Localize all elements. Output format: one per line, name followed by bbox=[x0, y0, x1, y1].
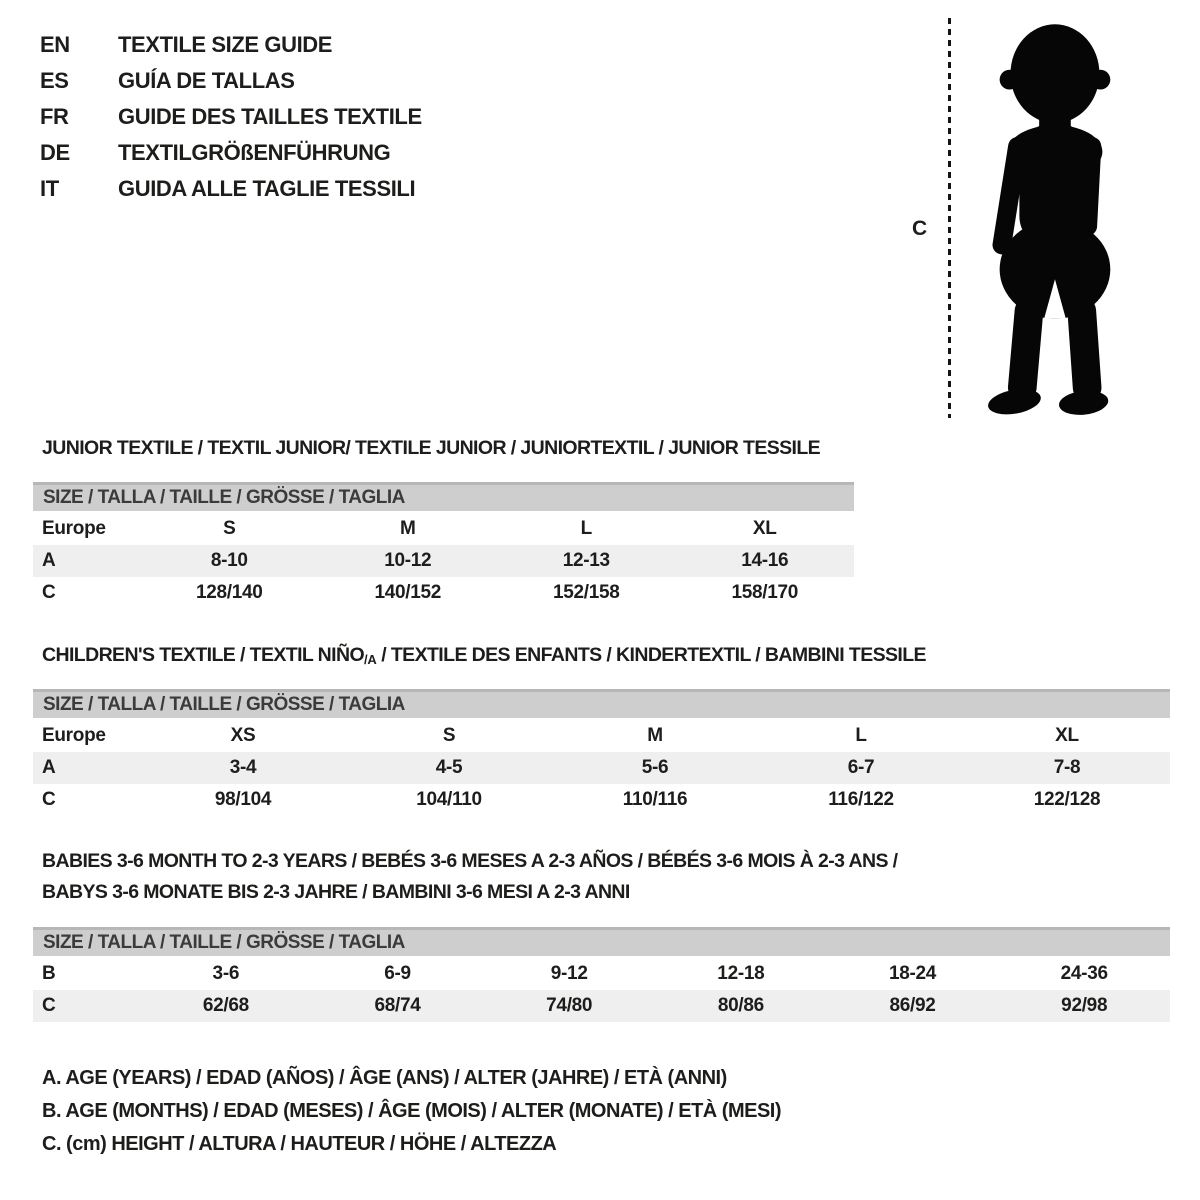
babies-size-table bbox=[33, 927, 1170, 1022]
table-row-height bbox=[33, 784, 1170, 816]
baby-leg-left bbox=[1007, 296, 1045, 403]
size-header-bar: SIZE / TALLA / TAILLE / GRÖSSE / TAGLIA bbox=[33, 482, 854, 511]
children-title-suffix: / TEXTILE DES ENFANTS / KINDERTEXTIL / BAMBINI TESSILE bbox=[376, 644, 926, 666]
table-cell: M bbox=[647, 725, 663, 746]
table-cell: L bbox=[580, 518, 592, 539]
table-cell: 68/74 bbox=[374, 995, 421, 1016]
table-row-age bbox=[33, 545, 854, 577]
row-label: Europe bbox=[42, 518, 106, 539]
table-cell: 24-36 bbox=[1060, 963, 1108, 984]
language-title-list bbox=[40, 27, 422, 207]
table-cell: 12-13 bbox=[562, 550, 610, 571]
row-label: C bbox=[42, 995, 56, 1016]
language-row-fr bbox=[40, 99, 422, 135]
table-cell: 18-24 bbox=[888, 963, 937, 984]
language-code: EN bbox=[40, 32, 70, 57]
language-title: GUIDE DES TAILLES TEXTILE bbox=[118, 104, 422, 129]
table-row-height bbox=[33, 577, 854, 609]
table-cell: 140/152 bbox=[374, 582, 442, 603]
table-cell: 10-12 bbox=[384, 550, 432, 571]
language-title: GUÍA DE TALLAS bbox=[118, 68, 295, 93]
language-title: TEXTILE SIZE GUIDE bbox=[118, 32, 333, 57]
table-cell: 6-9 bbox=[384, 963, 411, 984]
table-cell: 14-16 bbox=[741, 550, 789, 571]
table-row-height bbox=[33, 990, 1170, 1022]
row-label: A bbox=[42, 757, 56, 778]
table-cell: XL bbox=[1055, 725, 1079, 746]
table-cell: 6-7 bbox=[847, 757, 875, 778]
table-cell: 104/110 bbox=[416, 789, 482, 810]
table-cell: 3-6 bbox=[212, 963, 240, 984]
babies-section-title bbox=[42, 846, 897, 908]
table-cell: S bbox=[442, 725, 456, 746]
table-cell: 152/158 bbox=[552, 582, 620, 603]
table-cell: 128/140 bbox=[195, 582, 263, 603]
table-cell: 116/122 bbox=[828, 789, 894, 810]
table-cell: 3-4 bbox=[229, 757, 257, 778]
legend-footnotes bbox=[42, 1062, 781, 1161]
legend-line-b: B. AGE (MONTHS) / EDAD (MESES) / ÂGE (MOIS) / ALTER (MONATE) / ETÀ (MESI) bbox=[42, 1100, 782, 1122]
row-label: C bbox=[42, 789, 56, 810]
language-code: IT bbox=[40, 176, 59, 201]
language-code: DE bbox=[40, 140, 70, 165]
baby-foot-right bbox=[1058, 388, 1110, 417]
table-cell: 86/92 bbox=[889, 995, 936, 1016]
table-cell: XS bbox=[230, 725, 256, 746]
table-row-europe bbox=[33, 720, 1170, 752]
table-cell: 12-18 bbox=[717, 963, 765, 984]
language-title: GUIDA ALLE TAGLIE TESSILI bbox=[118, 176, 416, 201]
children-title-prefix: CHILDREN'S TEXTILE / TEXTIL NIÑO bbox=[42, 644, 365, 666]
table-cell: 110/116 bbox=[622, 789, 688, 810]
height-measure-dotted-line bbox=[948, 18, 951, 418]
row-label: A bbox=[42, 550, 56, 571]
language-code: ES bbox=[40, 68, 69, 93]
table-cell: 92/98 bbox=[1061, 995, 1108, 1016]
table-cell: XL bbox=[752, 518, 777, 539]
children-section-title bbox=[42, 644, 926, 667]
table-row-age bbox=[33, 752, 1170, 784]
table-cell: 80/86 bbox=[717, 995, 764, 1016]
babies-title-line1: BABIES 3-6 MONTH TO 2-3 YEARS / BEBÉS 3-6 MESES A 2-3 AÑOS / BÉBÉS 3-6 MOIS À 2-3 ANS / bbox=[42, 850, 898, 872]
table-cell: 122/128 bbox=[1033, 789, 1101, 810]
baby-ear-left bbox=[1000, 70, 1020, 90]
row-label: C bbox=[42, 582, 56, 603]
baby-leg-right bbox=[1067, 296, 1103, 402]
table-cell: 98/104 bbox=[214, 789, 272, 810]
table-cell: L bbox=[855, 725, 867, 746]
junior-section-title: JUNIOR TEXTILE / TEXTIL JUNIOR/ TEXTILE JUNIOR / JUNIORTEXTIL / JUNIOR TESSILE bbox=[42, 437, 821, 459]
table-cell: 7-8 bbox=[1053, 757, 1081, 778]
row-label: B bbox=[42, 963, 56, 984]
row-label: Europe bbox=[42, 725, 106, 746]
language-title: TEXTILGRÖßENFÜHRUNG bbox=[118, 140, 391, 165]
children-size-table bbox=[33, 689, 1170, 816]
table-row-europe bbox=[33, 513, 854, 545]
language-row-de bbox=[40, 135, 422, 171]
legend-line-c: C. (cm) HEIGHT / ALTURA / HAUTEUR / HÖHE / ALTEZZA bbox=[42, 1133, 557, 1155]
table-cell: M bbox=[399, 518, 416, 539]
table-cell: 74/80 bbox=[546, 995, 593, 1016]
table-cell: 158/170 bbox=[731, 582, 799, 603]
babies-title-line2: BABYS 3-6 MONATE BIS 2-3 JAHRE / BAMBINI 3-6 MESI A 2-3 ANNI bbox=[42, 881, 630, 903]
table-cell: S bbox=[223, 518, 236, 539]
height-measure-label: C bbox=[912, 217, 928, 240]
language-row-it bbox=[40, 171, 422, 207]
baby-ear-right bbox=[1091, 70, 1111, 90]
table-cell: 62/68 bbox=[202, 995, 249, 1016]
table-row-months bbox=[33, 958, 1170, 990]
legend-line-a: A. AGE (YEARS) / EDAD (AÑOS) / ÂGE (ANS) / ALTER (JAHRE) / ETÀ (ANNI) bbox=[42, 1067, 727, 1089]
toddler-silhouette-icon bbox=[968, 18, 1136, 418]
table-cell: 4-5 bbox=[435, 757, 463, 778]
language-row-en bbox=[40, 27, 422, 63]
size-header-bar: SIZE / TALLA / TAILLE / GRÖSSE / TAGLIA bbox=[33, 927, 1170, 956]
table-cell: 8-10 bbox=[210, 550, 248, 571]
junior-size-table bbox=[33, 482, 854, 609]
table-cell: 5-6 bbox=[641, 757, 669, 778]
children-title-subscript: /A bbox=[364, 652, 377, 667]
table-cell: 9-12 bbox=[550, 963, 588, 984]
language-row-es bbox=[40, 63, 422, 99]
size-header-bar: SIZE / TALLA / TAILLE / GRÖSSE / TAGLIA bbox=[33, 689, 1170, 718]
language-code: FR bbox=[40, 104, 69, 129]
